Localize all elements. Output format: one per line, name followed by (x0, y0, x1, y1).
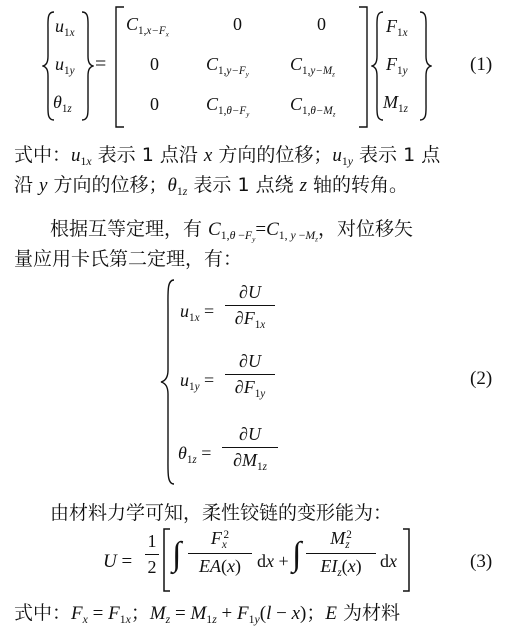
eq2-row1-lhs: $u_{1x}$ = (180, 301, 215, 324)
eq1-theta1z: $\theta_{1z}$ (53, 92, 72, 115)
matrix-c23: $C_{1,y-M_z}$ (290, 54, 335, 79)
eq1-F1y: $F_{1y}$ (386, 54, 408, 77)
right-brace-vector-f (418, 10, 432, 122)
matrix-c21: 0 (150, 54, 159, 74)
equation-number-2: (2) (470, 368, 493, 389)
paragraph-2-line-2: 量应用卡氏第二定理，有： (14, 248, 243, 270)
eq3-frac-1: $F_x^2$ EA(x) (188, 528, 252, 577)
eq1-u1y: $u_{1y}$ (55, 54, 75, 77)
matrix-right-bracket (357, 6, 369, 128)
eq2-row1-frac: ∂U $\partial F_{1x}$ (225, 282, 275, 331)
paragraph-4-line-1: 式中：$F_x = F_{1x}$；$M_z = M_{1z} + F_{1y}(l - x)$；E 为材料 (14, 602, 400, 627)
eq3-dx-2: dx (380, 551, 397, 571)
equation-number-1: (1) (470, 54, 493, 75)
paragraph-1-line-2: 沿 y 方向的位移；$\theta_{1z}$ 表示 1 点绕 z 轴的转角。 (14, 174, 409, 199)
eq3-half: 1 2 (145, 531, 159, 578)
eq2-row3-lhs: $\theta_{1z}$ = (178, 443, 212, 466)
matrix-left-bracket (114, 6, 126, 128)
eq2-row2-lhs: $u_{1y}$ = (180, 370, 215, 393)
right-brace-vector-u (80, 10, 94, 122)
eq3-integral-2: ∫ (292, 536, 302, 573)
eq1-u1x: $u_{1x}$ (55, 16, 75, 39)
matrix-c32: $C_{1,\theta-F_y}$ (206, 94, 250, 119)
paragraph-3-line-1: 由材料力学可知，柔性铰链的变形能为： (50, 502, 393, 524)
equation-number-3: (3) (470, 551, 493, 572)
eq3-right-bracket (401, 528, 411, 592)
eq3-left-bracket (162, 528, 172, 592)
eq1-F1x: $F_{1x}$ (386, 16, 408, 39)
eq3-dx-1: dx + (257, 551, 289, 571)
matrix-c22: $C_{1,y-F_y}$ (206, 54, 249, 79)
eq2-row2-frac: ∂U $\partial F_{1y}$ (225, 351, 275, 400)
eq3-frac-2: $M_z^2$ $EI_z(x)$ (306, 528, 376, 579)
eq3-U: U = (103, 551, 133, 572)
eq1-equals: = (95, 53, 107, 75)
paragraph-2-line-1: 根据互等定理，有 $C_{1,\theta -F_y}=C_{1, y -M_z}$，对位移矢 (50, 218, 414, 244)
eq2-row3-frac: ∂U $\partial M_{1z}$ (222, 424, 278, 473)
eq1-M1z: $M_{1z}$ (383, 92, 408, 115)
paragraph-1-line-1: 式中：$u_{1x}$ 表示 1 点沿 x 方向的位移；$u_{1y}$ 表示 1 点 (14, 144, 441, 169)
matrix-c12: 0 (233, 14, 242, 34)
eq3-integral-1: ∫ (172, 536, 182, 573)
matrix-c31: 0 (150, 94, 159, 114)
matrix-c13: 0 (317, 14, 326, 34)
matrix-c11: $C_{1,x-F_x}$ (126, 14, 169, 39)
matrix-c33: $C_{1,\theta-M_z}$ (290, 94, 336, 119)
eq2-left-brace (160, 278, 176, 486)
